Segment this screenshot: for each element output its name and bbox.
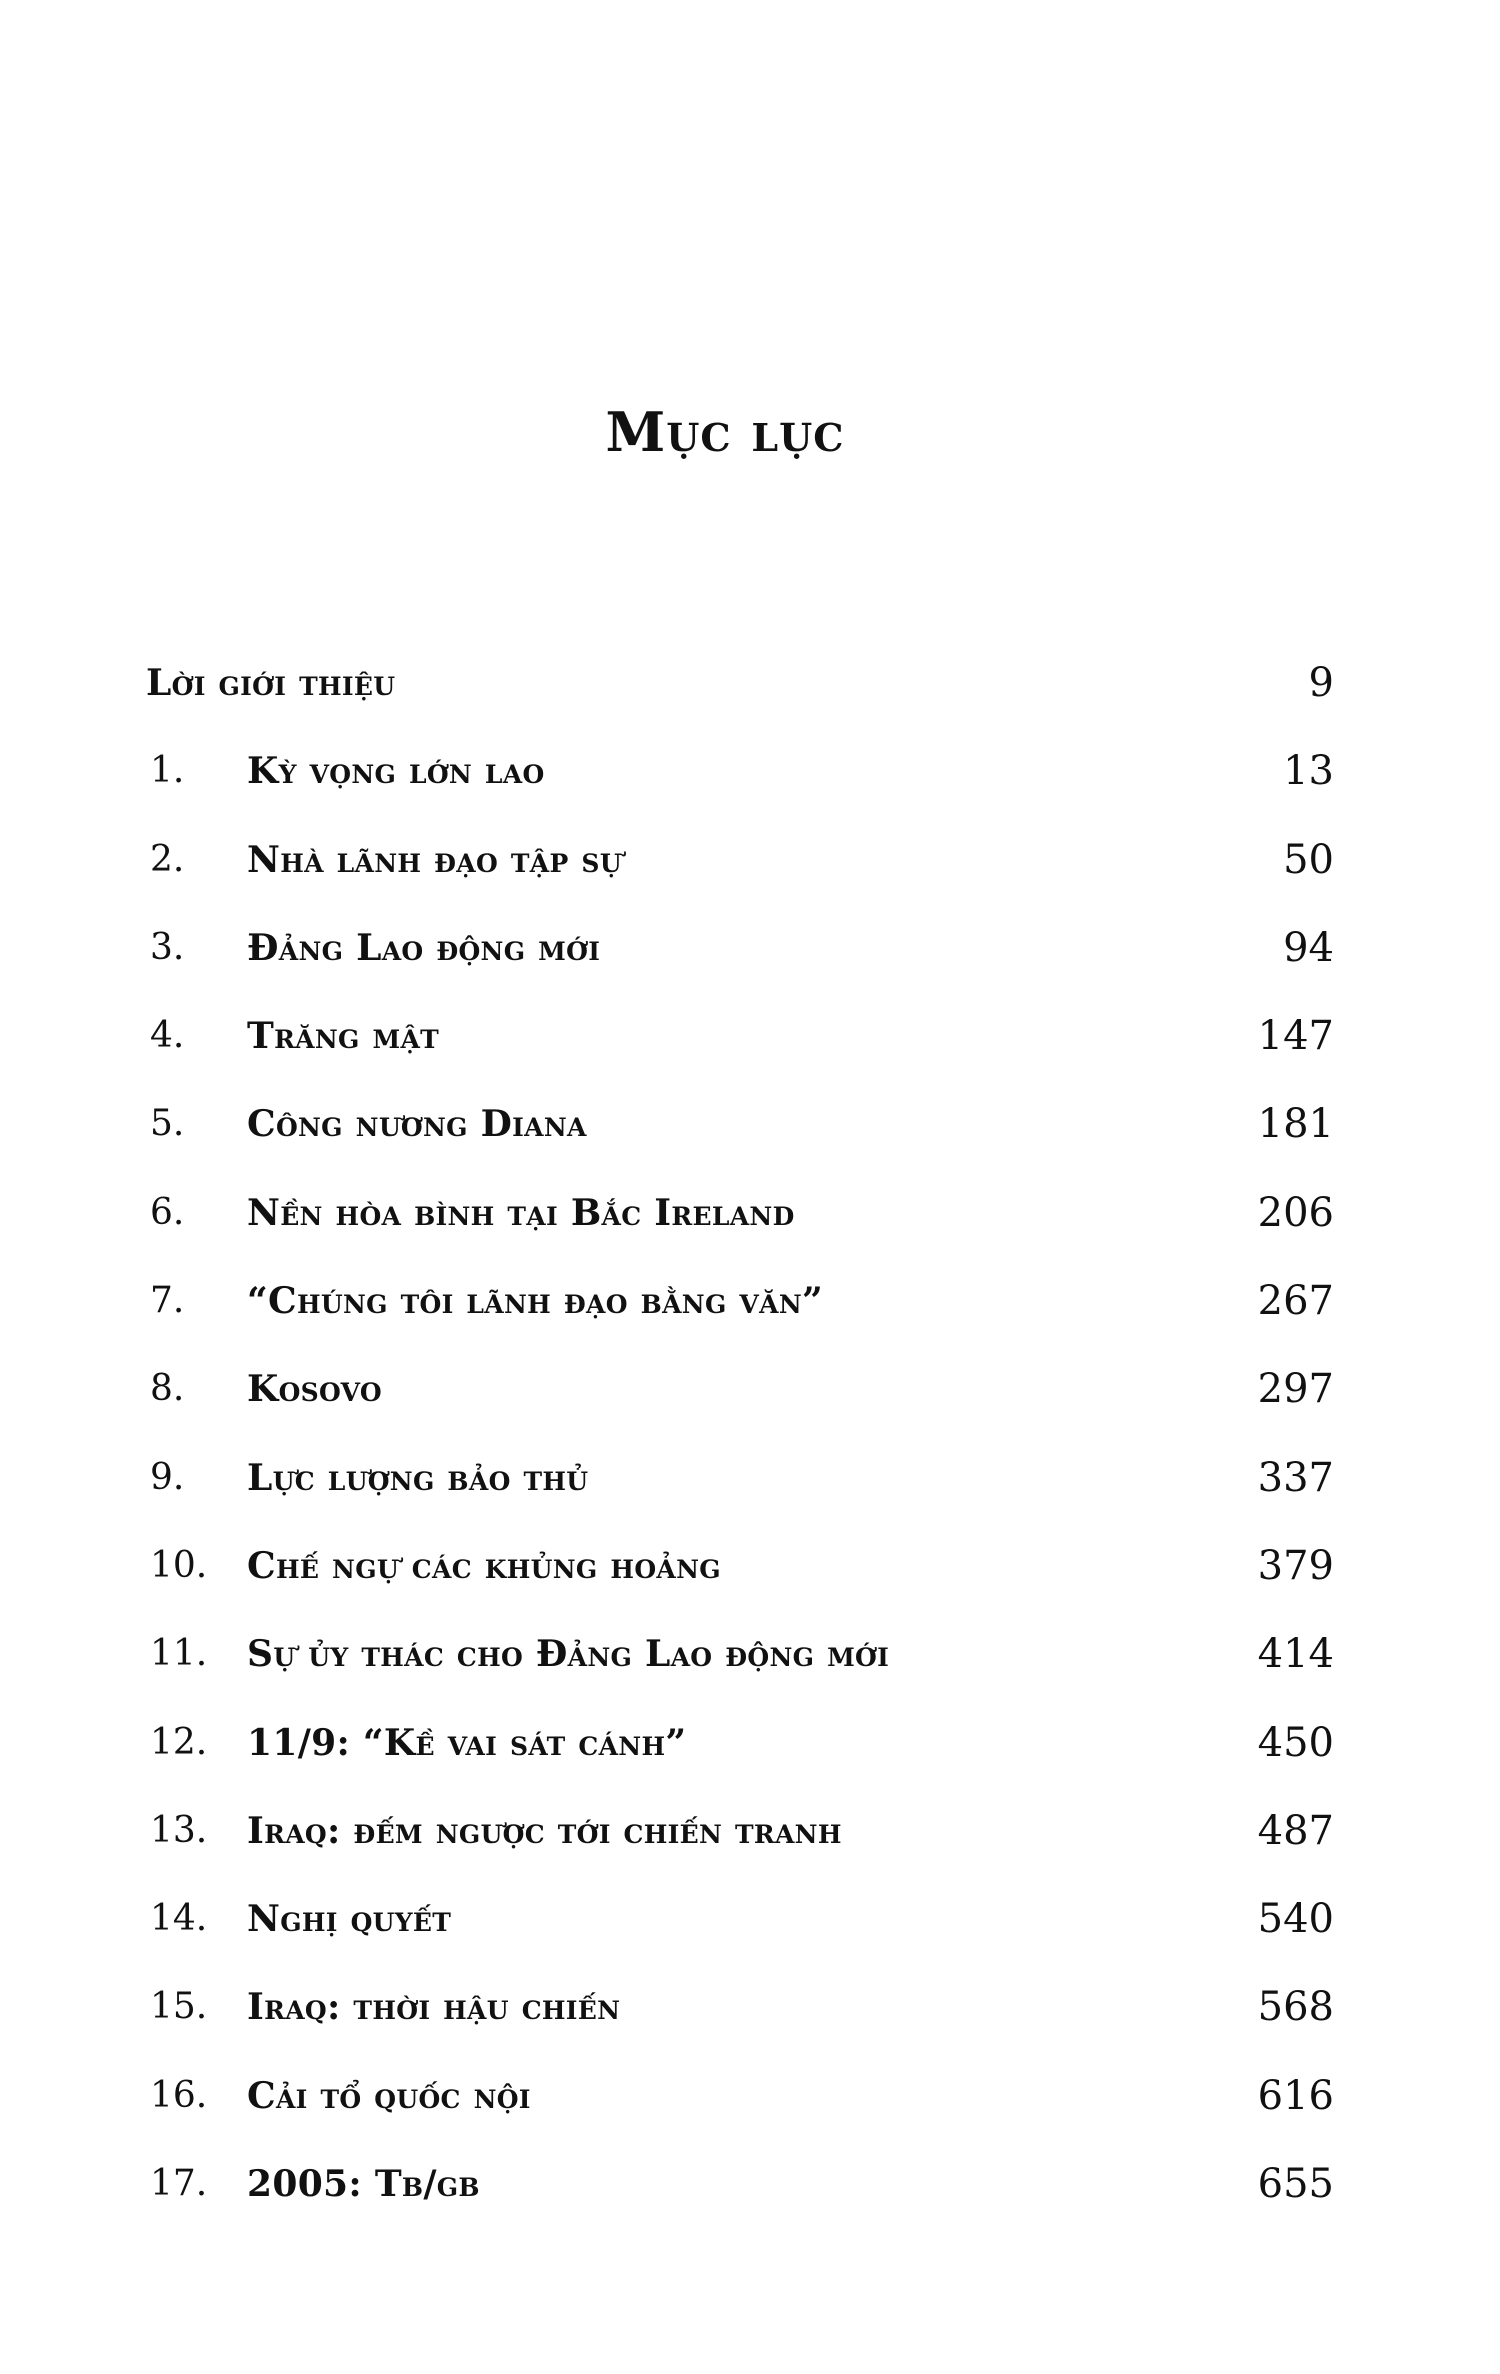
toc-entry-number: 3. <box>150 926 185 968</box>
toc-entry-number: 10. <box>150 1544 208 1586</box>
toc-entry <box>146 923 1334 1011</box>
toc-entry-page: 147 <box>1257 1013 1334 1060</box>
toc-entry <box>146 1011 1334 1099</box>
toc-entry-label: Kỳ vọng lớn lao <box>247 750 545 793</box>
toc-entry-label: Trăng mật <box>247 1015 440 1058</box>
toc-entry-number: 6. <box>150 1191 185 1233</box>
toc-entry-label: Iraq: thời hậu chiến <box>247 1986 621 2029</box>
toc-entry-label: “Chúng tôi lãnh đạo bằng văn” <box>247 1280 823 1323</box>
toc-entry-page: 337 <box>1257 1454 1334 1501</box>
toc-entry <box>146 1453 1334 1541</box>
toc-entry-page: 50 <box>1283 836 1334 883</box>
toc-entry <box>146 2159 1334 2247</box>
toc-entry-page: 297 <box>1257 1366 1334 1413</box>
toc-entry-page: 206 <box>1257 1189 1334 1236</box>
toc-entry-label: Chế ngự các khủng hoảng <box>247 1544 721 1587</box>
toc-entry-page: 94 <box>1283 924 1334 971</box>
toc-entry <box>146 746 1334 834</box>
toc-entry-label: Lời giới thiệu <box>146 662 396 704</box>
toc-entry <box>146 2071 1334 2159</box>
toc-entry-page: 181 <box>1257 1101 1334 1148</box>
toc-entry-label: Cải tổ quốc nội <box>247 2074 531 2117</box>
toc-entry-number: 4. <box>150 1015 185 1057</box>
toc-entry-label: Nhà lãnh đạo tập sự <box>247 838 622 881</box>
toc-entry <box>146 1982 1334 2070</box>
toc-entry <box>146 1276 1334 1364</box>
toc-entry-number: 7. <box>150 1280 185 1322</box>
toc-entry-intro <box>146 658 1334 746</box>
toc-entry-page: 540 <box>1257 1896 1334 1943</box>
toc-entry-number: 13. <box>150 1809 208 1851</box>
toc-entry-number: 1. <box>150 750 185 792</box>
toc-entry <box>146 1541 1334 1629</box>
toc-entry <box>146 1629 1334 1717</box>
toc-entry-label: Nghị quyết <box>247 1898 452 1941</box>
toc-entry-page: 267 <box>1257 1278 1334 1325</box>
toc-entry-label: Iraq: đếm ngược tới chiến tranh <box>247 1809 842 1852</box>
toc-entry <box>146 1718 1334 1806</box>
toc-entry-page: 655 <box>1257 2161 1334 2208</box>
toc-entry-page: 414 <box>1257 1631 1334 1678</box>
page-title: Mục lục <box>605 400 845 464</box>
toc-entry-number: 12. <box>150 1721 208 1763</box>
toc-entry-page: 379 <box>1257 1542 1334 1589</box>
toc-entry <box>146 1099 1334 1187</box>
toc-entry-number: 17. <box>150 2163 208 2205</box>
toc-entry-label: Sự ủy thác cho Đảng Lao động mới <box>247 1633 890 1676</box>
toc-entry-number: 11. <box>150 1633 208 1675</box>
toc-entry <box>146 1894 1334 1982</box>
toc-entry-label: Nền hòa bình tại Bắc Ireland <box>247 1191 795 1234</box>
toc-entry-label: 11/9: “Kề vai sát cánh” <box>247 1721 687 1764</box>
toc-entry-page: 616 <box>1257 2072 1334 2119</box>
toc-entry-page: 13 <box>1283 748 1334 795</box>
toc-entry <box>146 1364 1334 1452</box>
toc-entry-number: 14. <box>150 1898 208 1940</box>
toc-entry <box>146 835 1334 923</box>
toc-entry-number: 5. <box>150 1103 185 1145</box>
toc-entry-label: Đảng Lao động mới <box>247 926 601 969</box>
toc-entry-page: 568 <box>1257 1984 1334 2031</box>
toc-entry-number: 2. <box>150 838 185 880</box>
toc-entry-number: 8. <box>150 1368 185 1410</box>
table-of-contents <box>146 658 1334 2247</box>
toc-entry-number: 9. <box>150 1456 185 1498</box>
toc-entry <box>146 1188 1334 1276</box>
toc-entry-page: 450 <box>1257 1719 1334 1766</box>
toc-entry-label: Công nương Diana <box>247 1103 587 1146</box>
toc-entry <box>146 1806 1334 1894</box>
toc-entry-number: 16. <box>150 2074 208 2116</box>
toc-entry-page: 487 <box>1257 1807 1334 1854</box>
toc-entry-label: 2005: Tb/gb <box>247 2163 480 2206</box>
toc-entry-page: 9 <box>1308 660 1334 706</box>
toc-entry-number: 15. <box>150 1986 208 2028</box>
toc-entry-label: Lực lượng bảo thủ <box>247 1456 589 1499</box>
toc-entry-label: Kosovo <box>247 1368 382 1411</box>
